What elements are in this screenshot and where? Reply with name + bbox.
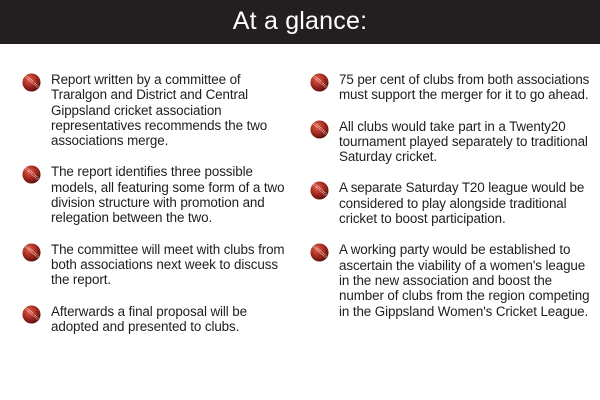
cricket-ball-icon [22,165,41,184]
bullet-item [22,242,292,288]
bullet-item [22,304,292,335]
bullet-text: 75 per cent of clubs from both associations must support the merger for it to go ahead. [339,72,590,103]
cricket-ball-icon [310,73,329,92]
cricket-ball-icon [310,243,329,262]
cricket-ball-icon [22,243,41,262]
cricket-ball-icon [22,305,41,324]
cricket-ball-icon [310,181,329,200]
bullet-item [310,72,592,103]
header-bar [0,0,600,44]
page-title: At a glance: [232,6,368,35]
bullet-item [310,242,592,318]
bullet-text: A working party would be established to ascertain the viability of a women's league in the new association and boost the number of clubs from the region competing in the Gippsland Women's Cricket League. [339,242,590,319]
bullet-item [310,180,592,226]
bullet-text: Report written by a committee of Traralgon and District and Central Gippsland cricket association representatives recommends the two associations merge. [51,72,268,149]
bullet-item [22,164,292,225]
bullet-text: A separate Saturday T20 league would be considered to play alongside traditional cricket to boost participation. [339,180,585,227]
right-column [310,72,592,335]
bullet-text: The report identifies three possible models, all featuring some form of a two division structure with promotion and relegation between the two. [51,164,285,226]
cricket-ball-icon [22,73,41,92]
bullet-text: Afterwards a final proposal will be adopted and presented to clubs. [51,303,247,334]
left-column [22,72,292,350]
bullet-text: All clubs would take part in a Twenty20 tournament played separately to traditional Saturday cricket. [339,118,588,165]
cricket-ball-icon [310,120,329,139]
bullet-item [310,119,592,165]
bullet-item [22,72,292,148]
bullet-text: The committee will meet with clubs from both associations next week to discuss the report. [51,241,285,288]
